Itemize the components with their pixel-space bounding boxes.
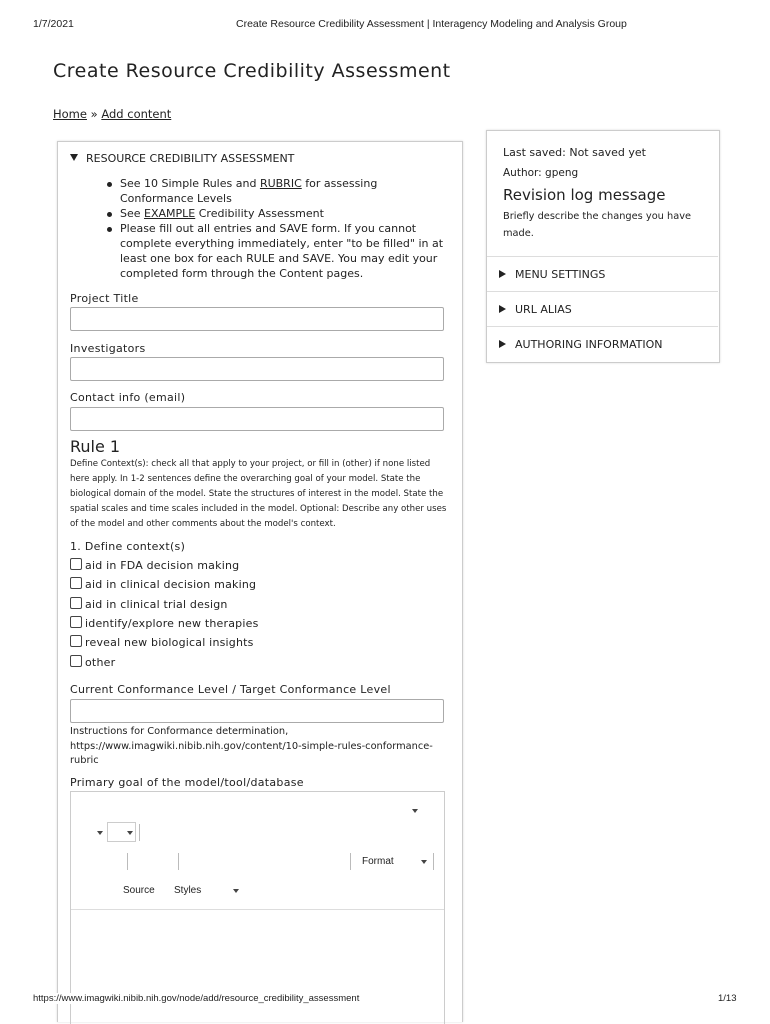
revision-log-title: Revision log message [503, 186, 666, 204]
option-label: other [85, 656, 116, 669]
chevron-down-icon[interactable] [421, 860, 427, 864]
primary-goal-label: Primary goal of the model/tool/database [70, 776, 304, 789]
last-saved-text: Last saved: Not saved yet [503, 146, 646, 159]
list-item [104, 206, 454, 221]
triangle-right-icon [499, 305, 506, 313]
toolbar-separator [178, 853, 179, 870]
option-label: identify/explore new therapies [85, 617, 259, 630]
conformance-input[interactable] [70, 699, 444, 723]
triangle-right-icon [499, 340, 506, 348]
investigators-label: Investigators [70, 342, 146, 355]
print-page-number: 1/13 [718, 993, 737, 1004]
rule-1-description: Define Context(s): check all that apply to your project, or fill in (other) if none listed here apply. In 1-2 sentences define the overarching goal of your model. State the biological domain of the model. State the structures of interest in the model. State the spatial scales and time scales included in the model. Optional: Describe any other uses of the model and other comments about the model's context. [70, 459, 447, 529]
checkbox[interactable] [70, 655, 82, 667]
checkbox[interactable] [70, 597, 82, 609]
context-option-fda[interactable] [70, 558, 239, 572]
toolbar-separator [350, 853, 351, 870]
chevron-down-icon[interactable] [233, 889, 239, 893]
revision-log-help: Briefly describe the changes you have made. [503, 211, 692, 239]
note-text: for assessing Conformance Levels [120, 177, 378, 205]
checkbox[interactable] [70, 558, 82, 570]
conformance-instructions: Instructions for Conformance determination, https://www.imagwiki.nibib.nih.gov/content/10-simple-rules-conformance-rubric [70, 726, 433, 766]
option-label: aid in FDA decision making [85, 559, 240, 572]
define-context-label: 1. Define context(s) [70, 540, 186, 553]
toolbar-separator [139, 824, 140, 841]
note-text: See 10 Simple Rules and [120, 177, 260, 190]
option-label: reveal new biological insights [85, 636, 254, 649]
triangle-down-icon [70, 154, 78, 161]
context-option-therapies[interactable] [70, 616, 259, 630]
section-label: URL ALIAS [515, 303, 572, 316]
checkbox[interactable] [70, 635, 82, 647]
rule-1-heading: Rule 1 [70, 437, 121, 456]
triangle-right-icon [499, 270, 506, 278]
conformance-label: Current Conformance Level / Target Conformance Level [70, 683, 391, 696]
breadcrumb-home-link[interactable]: Home [53, 107, 87, 121]
investigators-input[interactable] [70, 357, 444, 381]
menu-settings-toggle[interactable] [487, 256, 718, 290]
contact-label: Contact info (email) [70, 391, 186, 404]
print-url: https://www.imagwiki.nibib.nih.gov/node/add/resource_credibility_assessment [33, 993, 360, 1004]
section-label: MENU SETTINGS [515, 268, 606, 281]
assessment-summary-toggle[interactable] [70, 152, 294, 165]
editor-content-area[interactable] [71, 910, 444, 1024]
checkbox[interactable] [70, 616, 82, 628]
source-button[interactable]: Source [123, 885, 155, 896]
checkbox[interactable] [70, 577, 82, 589]
project-title-input[interactable] [70, 307, 444, 331]
breadcrumb-separator: » [90, 107, 98, 121]
breadcrumb-add-content-link[interactable]: Add content [101, 107, 172, 121]
assessment-notes [104, 176, 454, 281]
option-label: aid in clinical decision making [85, 578, 257, 591]
toolbar-separator [127, 853, 128, 870]
contact-input[interactable] [70, 407, 444, 431]
breadcrumb [53, 107, 171, 121]
context-option-other[interactable] [70, 655, 115, 669]
example-link[interactable]: EXAMPLE [144, 207, 196, 220]
assessment-summary-label: RESOURCE CREDIBILITY ASSESSMENT [86, 152, 295, 165]
context-option-clinical-trial[interactable] [70, 597, 228, 611]
note-text: Credibility Assessment [195, 207, 324, 220]
print-date: 1/7/2021 [33, 18, 74, 30]
chevron-down-icon[interactable] [412, 809, 418, 813]
project-title-label: Project Title [70, 292, 139, 305]
section-label: AUTHORING INFORMATION [515, 338, 663, 351]
option-label: aid in clinical trial design [85, 598, 228, 611]
context-option-insights[interactable] [70, 635, 254, 649]
print-title: Create Resource Credibility Assessment | Interagency Modeling and Analysis Group [236, 18, 627, 30]
page-title: Create Resource Credibility Assessment [53, 60, 451, 82]
list-item: Please fill out all entries and SAVE form. If you cannot complete everything immediately, enter "to be filled" in at least one box for each RULE and SAVE. You may edit your completed form through the Content pages. [104, 221, 454, 281]
author-text: Author: gpeng [503, 167, 579, 179]
note-text: See [120, 207, 145, 220]
list-item [104, 176, 454, 206]
rubric-link[interactable]: RUBRIC [259, 177, 302, 190]
context-option-clinical-decision[interactable] [70, 577, 256, 591]
styles-dropdown[interactable]: Styles [174, 885, 202, 896]
url-alias-toggle[interactable] [487, 291, 718, 325]
authoring-information-toggle[interactable] [487, 326, 718, 360]
chevron-down-icon[interactable] [127, 831, 133, 835]
format-dropdown[interactable]: Format [362, 856, 394, 867]
toolbar-separator [433, 853, 434, 870]
chevron-down-icon[interactable] [97, 831, 103, 835]
